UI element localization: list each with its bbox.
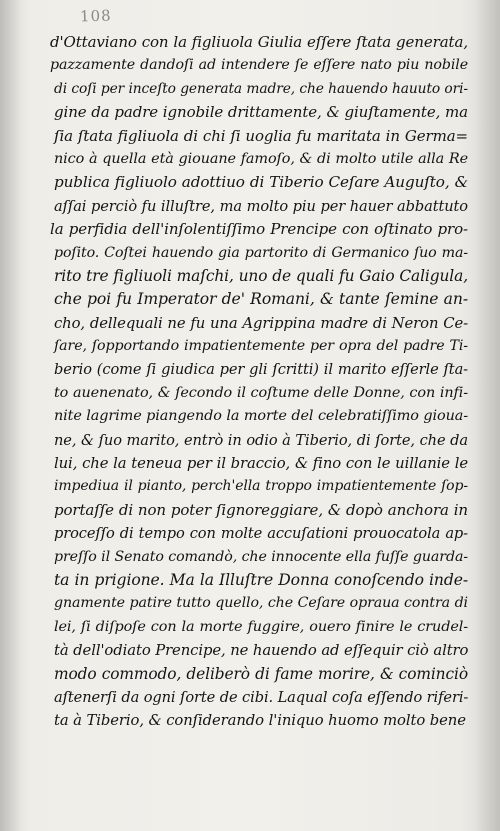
text-line: che poi fu Imperator de' Romani, & tante ſemine an-	[54, 290, 468, 309]
text-line: di coſi per inceſto generata madre, che hauendo hauuto ori-	[54, 80, 468, 97]
text-line: poſito. Coſtei hauendo gia partorito di Germanico ſuo ma-	[54, 244, 468, 261]
text-line: to auenenato, & ſecondo il coſtume delle Donne, con infi-	[54, 384, 468, 401]
text-line: publica figliuolo adottiuo di Tiberio Ceſare Auguſto, &	[54, 173, 468, 192]
text-line: lui, che la teneua per il braccio, & fino con le uillanie le	[54, 455, 468, 473]
text-line: tà dell'odiato Prencipe, ne hauendo ad eſſequir ciò altro	[54, 642, 469, 660]
text-line: la perfidia dell'inſolentiſſimo Prencipe con oſtinato pro-	[50, 220, 468, 239]
text-line: d'Ottaviano con la figliuola Giulia eſſere ſtata generata,	[50, 33, 468, 51]
text-line: aſtenerſi da ogni ſorte de cibi. Laqual coſa eſſendo riferi-	[54, 688, 469, 706]
page-edge-shadow	[474, 0, 500, 831]
text-line: ne, & ſuo marito, entrò in odio à Tiberio, di ſorte, che da	[54, 431, 468, 449]
text-line: impediua il pianto, perch'ella troppo impatientemente ſop-	[54, 478, 468, 495]
text-line: aſſai perciò fu illuſtre, ma molto piu per hauer abbattuto	[54, 197, 468, 215]
text-line: ta à Tiberio, & conſiderando l'iniquo huomo molto bene	[54, 712, 466, 730]
text-line: proceſſo di tempo con molte accuſationi prouocatola ap-	[54, 525, 468, 543]
text-line: portaſſe di non poter ſignoreggiare, & dopò anchora in	[54, 500, 468, 519]
text-line: ſia ſtata figliuola di chi ſi uoglia fu maritata in Germa=	[54, 126, 468, 145]
text-line: nico à quella età giouane famoſo, & di molto utile alla Re	[54, 150, 468, 167]
page-gutter-shadow	[0, 0, 22, 831]
text-line: rito tre figliuoli maſchi, uno de quali fu Gaio Caligula,	[54, 266, 468, 285]
text-line: ta in prigione. Ma la Illuſtre Donna conoſcendo inde-	[54, 570, 468, 589]
page-number: 108	[79, 6, 112, 26]
text-line: berio (come ſi giudica per gli ſcritti) il marito eſſerle ſta-	[54, 361, 468, 379]
text-line: modo commodo, deliberò di fame morire, & cominciò	[54, 664, 468, 683]
text-line: gnamente patire tutto quello, che Ceſare opraua contra di	[54, 595, 468, 612]
text-line: cho, dellequali ne fu una Agrippina madre di Neron Ce-	[54, 314, 468, 332]
text-line: gine da padre ignobile drittamente, & giuſtamente, ma	[54, 103, 468, 122]
text-line: lei, ſi diſpoſe con la morte fuggire, ouero finire le crudel-	[54, 618, 468, 635]
body-text	[50, 31, 468, 733]
text-line: ſare, ſopportando impatientemente per opra del padre Ti-	[54, 338, 468, 355]
text-line: pazzamente dandoſi ad intendere ſe eſſere nato piu nobile	[50, 57, 468, 74]
text-line: preſſo il Senato comandò, che innocente ella fuſſe guarda-	[54, 548, 468, 565]
text-line: nite lagrime piangendo la morte del celebratiſſimo gioua-	[54, 408, 468, 425]
